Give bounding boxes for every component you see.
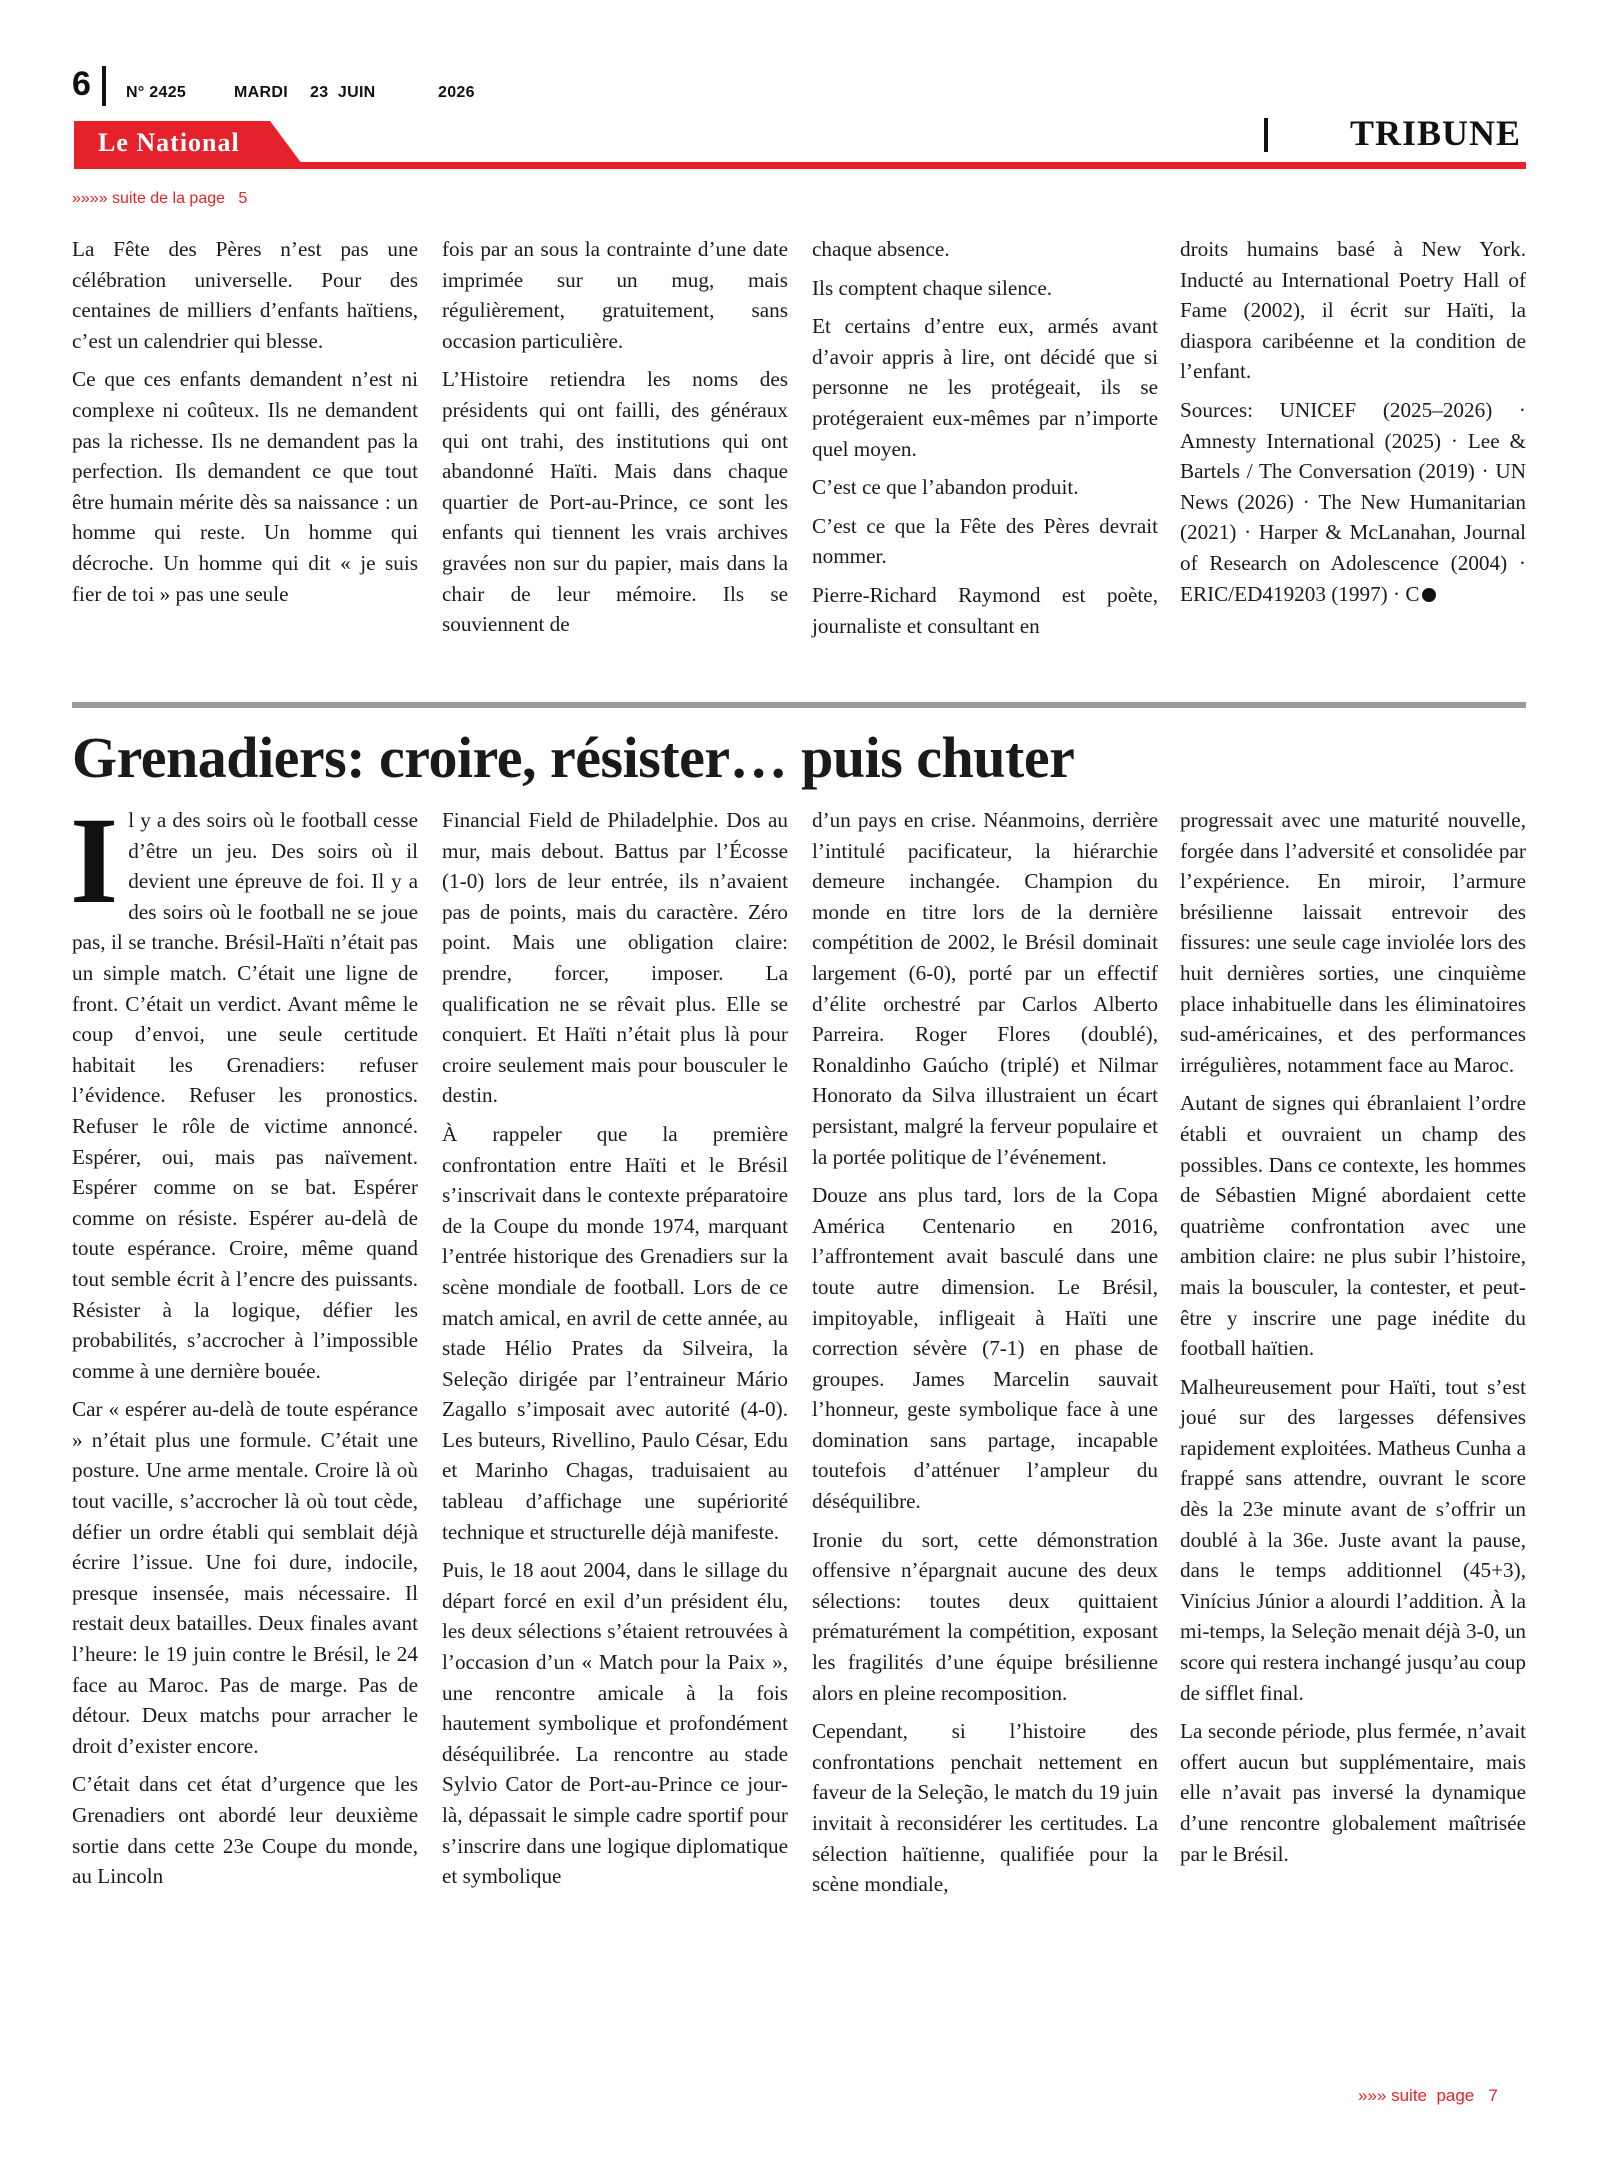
- brand-name: Le National: [98, 128, 240, 157]
- author-bio: droits humains basé à New York. Inducté au International Poetry Hall of Fame (2002), il écrit sur Haïti, la diaspora caribéenne et la condition de l’enfant.: [1180, 237, 1526, 384]
- article-separator: [72, 702, 1526, 708]
- top-article-column-2: [442, 234, 788, 640]
- continued-from: »»»» suite de la page 5: [72, 190, 248, 207]
- paragraph: fois par an sous la contrainte d’une date imprimée sur un mug, mais régulièrement, gratuitement, sans occasion particulière.: [442, 237, 788, 353]
- paragraph: Douze ans plus tard, lors de la Copa América Centenario en 2016, l’affrontement avait basculé dans une toute autre dimension. Le Brésil, impitoyable, infligeait à Haïti une correction sévère (7-1) en phase de groupes. James Marcelin sauvait l’honneur, geste symbolique face à une domination sans partage, incapable toutefois d’atténuer l’ampleur du déséquilibre.: [812, 1183, 1158, 1514]
- weekday: MARDI: [234, 84, 288, 101]
- top-article-column-3: [812, 234, 1158, 641]
- drop-cap: I: [70, 792, 119, 929]
- section-name: TRIBUNE: [1350, 113, 1522, 153]
- paragraph: chaque absence.: [812, 237, 950, 261]
- paragraph: d’un pays en crise. Néanmoins, derrière l’intitulé pacificateur, la hiérarchie demeure inchangée. Champion du monde en titre lors de la dernière compétition de 2002, le Brésil dominait largement (6-0), porté par un effectif d’élite orchestré par Carlos Alberto Parreira. Roger Flores (doublé), Ronaldinho Gaúcho (triplé) et Nilmar Honorato da Silva illustraient un écart persistant, malgré la ferveur populaire et la portée politique de l’événement.: [812, 808, 1158, 1169]
- paragraph: Ils comptent chaque silence.: [812, 275, 1053, 300]
- main-article-column-4: [1180, 805, 1526, 1869]
- main-article-column-1: [70, 792, 418, 1892]
- section-divider: [1264, 118, 1268, 152]
- paragraph: Cependant, si l’histoire des confrontations penchait nettement en faveur de la Seleção, le match du 19 juin invitait à reconsidérer les certitudes. La sélection haïtienne, qualifiée pour la scène mondiale,: [812, 1719, 1158, 1897]
- date: 23 JUIN: [310, 84, 376, 101]
- year: 2026: [438, 84, 475, 101]
- paragraph: À rappeler que la première confrontation entre Haïti et le Brésil s’inscrivait dans le contexte préparatoire de la Coupe du monde 1974, marquant l’entrée historique des Grenadiers sur la scène mondiale de football. Lors de ce match amical, en avril de cette année, au stade Hélio Prates da Silveira, la Seleção dirigée par l’entraineur Mário Zagallo s’imposait avec autorité (4-0). Les buteurs, Rivellino, Paulo César, Edu et Marinho Chagas, traduisaient au tableau d’affichage une supériorité technique et structurelle déjà manifeste.: [442, 1121, 788, 1544]
- paragraph: Car « espérer au-delà de toute espérance » n’était plus une formule. C’était une posture. Une arme mentale. Croire là où tout vacille, s’accrocher là où tout cède, défier un ordre établi qui semblait déjà écrire l’issue. Une foi dure, indocile, presque insensée, mais nécessaire. Il restait deux batailles. Deux finales avant l’heure: le 19 juin contre le Brésil, le 24 face au Maroc. Pas de marge. Pas de détour. Deux matchs pour arracher le droit d’exister encore.: [72, 1397, 418, 1758]
- paragraph: La seconde période, plus fermée, n’avait offert aucun but supplémentaire, mais elle n’avait pas inversé la dynamique d’une rencontre globalement maîtrisée par le Brésil.: [1180, 1719, 1526, 1866]
- article-headline: Grenadiers: croire, résister… puis chuter: [72, 725, 1075, 790]
- main-article-column-3: [812, 805, 1158, 1900]
- paragraph: Et certains d’entre eux, armés avant d’avoir appris à lire, ont décidé que si personne ne les protégeait, ils se protégeraient eux-mêmes par n’importe quel moyen.: [812, 314, 1158, 461]
- paragraph: La Fête des Pères n’est pas une célébration universelle. Pour des centaines de milliers d’enfants haïtiens, c’est un calendrier qui blesse.: [72, 237, 418, 353]
- main-article-column-2: [442, 805, 788, 1892]
- page-header: [0, 0, 1600, 180]
- paragraph: Autant de signes qui ébranlaient l’ordre établi et ouvraient un champ des possibles. Dans ce contexte, les hommes de Sébastien Migné abordaient cette quatrième confrontation avec une ambition claire: ne plus subir l’histoire, mais la bousculer, la contester, et peut-être y inscrire une page inédite du football haïtien.: [1180, 1091, 1526, 1361]
- end-mark-icon: [1422, 588, 1436, 602]
- sources: [1180, 395, 1526, 609]
- paragraph: Ce que ces enfants demandent n’est ni complexe ni coûteux. Ils ne demandent pas la richesse. Ils ne demandent pas la perfection. Ils demandent ce que tout être humain mérite dès sa naissance : un homme qui reste. Un homme qui décroche. Un homme qui dit « je suis fier de toi » pas une seule: [72, 367, 418, 606]
- continued-on: »»» suite page 7: [1358, 2086, 1498, 2105]
- paragraph: C’était dans cet état d’urgence que les Grenadiers ont abordé leur deuxième sortie dans cette 23e Coupe du monde, au Lincoln: [72, 1772, 418, 1889]
- paragraph: C’est ce que l’abandon produit.: [812, 475, 1079, 500]
- sources-text: Sources: UNICEF (2025–2026) · Amnesty International (2025) · Lee & Bartels / The Conversation (2019) · UN News (2026) · The New Humanitarian (2021) · Harper & McLanahan, Journal of Research on Adolescence (2004) · ERIC/ED419203 (1997) · C: [1180, 397, 1526, 606]
- top-article-column-1: [72, 234, 418, 609]
- author-bio: Pierre-Richard Raymond est poète, journaliste et consultant en: [812, 582, 1158, 638]
- paragraph: Financial Field de Philadelphie. Dos au mur, mais debout. Battus par l’Écosse (1-0) lors de leur entrée, ils n’avaient pas de points, mais du caractère. Zéro point. Mais une obligation claire: prendre, forcer, imposer. La qualification ne se rêvait plus. Elle se conquiert. Et Haïti n’était plus là pour croire seulement mais pour bousculer le destin.: [442, 808, 788, 1108]
- page-number: 6: [72, 65, 91, 103]
- issue-number: N° 2425: [126, 84, 187, 101]
- header-rule: [74, 162, 1526, 169]
- lead-paragraph: [70, 792, 418, 1386]
- paragraph: C’est ce que la Fête des Pères devrait nommer.: [812, 513, 1158, 569]
- paragraph: L’Histoire retiendra les noms des présidents qui ont failli, des généraux qui ont trahi, des institutions qui ont abandonné Haïti. Mais dans chaque quartier de Port-au-Prince, ce sont les enfants qui tiennent les vrais archives gravées non sur du papier, mais dans la chair de leur mémoire. Ils se souviennent de: [442, 367, 788, 637]
- paragraph: Ironie du sort, cette démonstration offensive n’épargnait aucune des deux sélections: toutes deux quittaient prématurément la compétition, exposant les fragilités d’une équipe brésilienne alors en pleine recomposition.: [812, 1527, 1158, 1705]
- page-number-divider: [102, 66, 106, 106]
- paragraph: Puis, le 18 aout 2004, dans le sillage du départ forcé en exil d’un président élu, les deux sélections s’étaient retrouvées à l’occasion d’un « Match pour la Paix », une rencontre amicale à la fois hautement symbolique et profondément déséquilibrée. La rencontre au stade Sylvio Cator de Port-au-Prince ce jour-là, dépassait le simple cadre sportif pour s’inscrire dans une logique diplomatique et symbolique: [442, 1558, 788, 1889]
- top-article-column-4: [1180, 234, 1526, 609]
- lead-text: l y a des soirs où le football cesse d’être un jeu. Des soirs où il devient une épreuve de foi. Il y a des soirs où le football ne se joue pas, il se tranche. Brésil-Haïti n’était pas un simple match. C’était une ligne de front. C’était un verdict. Avant même le coup d’envoi, une seule certitude habitait les Grenadiers: refuser l’évidence. Refuser les pronostics. Refuser le rôle de victime annoncé. Espérer, oui, mais pas naïvement. Espérer comme on se bat. Espérer comme on résiste. Espérer au-delà de toute espérance. Croire, même quand tout semble écrit à l’encre des puissants. Résister à la logique, défier les probabilités, s’accrocher à l’impossible comme à une dernière bouée.: [72, 808, 418, 1383]
- paragraph: Malheureusement pour Haïti, tout s’est joué sur des largesses défensives rapidement exploitées. Matheus Cunha a frappé sans attendre, ouvrant le score dès la 23e minute avant de s’offrir un doublé à la 36e. Juste avant la pause, dans le temps additionnel (45+3), Vinícius Júnior a alourdi l’addition. À la mi-temps, la Seleção menait déjà 3-0, un score qui restera inchangé jusqu’au coup de sifflet final.: [1180, 1374, 1526, 1705]
- paragraph: progressait avec une maturité nouvelle, forgée dans l’adversité et consolidée par l’expérience. En miroir, l’armure brésilienne laissait entrevoir des fissures: une seule cage inviolée lors des huit dernières sorties, une cinquième place inhabituelle dans les éliminatoires sud-américaines, et des performances irrégulières, notamment face au Maroc.: [1180, 808, 1526, 1077]
